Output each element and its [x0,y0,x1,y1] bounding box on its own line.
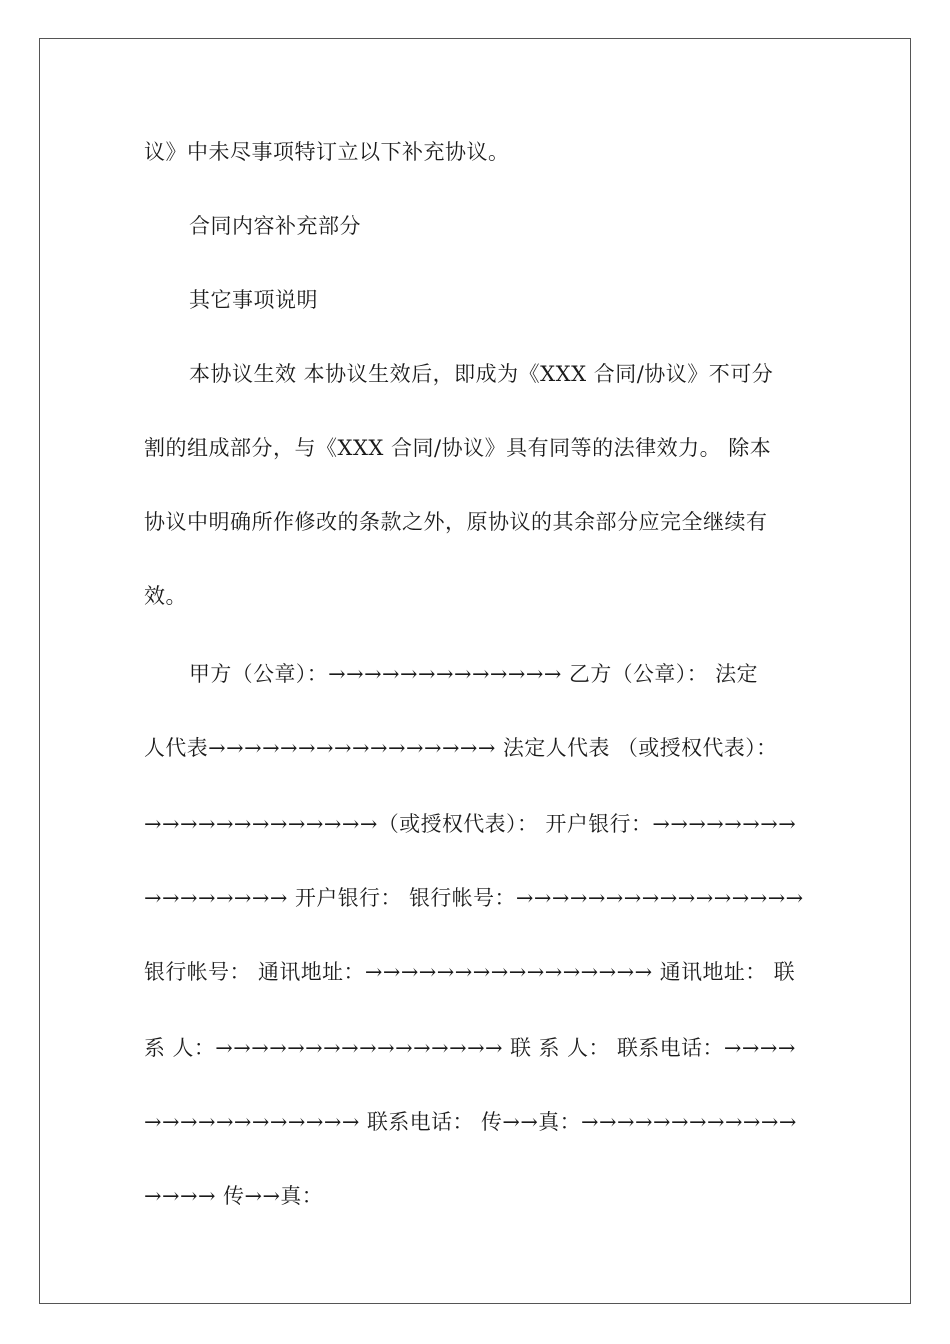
signature-line-bank: →→→→→→→→ 开户银行： 银行帐号：→→→→→→→→→→→→→→→→ [144,886,804,910]
signature-line-phone: →→→→→→→→→→→→ 联系电话： 传→→真：→→→→→→→→→→→→ [144,1110,797,1134]
signature-line-authorized-rep: →→→→→→→→→→→→→（或授权代表）： 开户银行：→→→→→→→→ [144,812,797,836]
paragraph-effectiveness-line-3: 协议中明确所作修改的条款之外，原协议的其余部分应完全继续有 [144,510,768,534]
paragraph-continuation: 议》中未尽事项特订立以下补充协议。 [144,140,510,164]
signature-line-party-a: 甲方（公章）：→→→→→→→→→→→→→ 乙方（公章）： 法定 [189,662,758,686]
section-heading-other-matters: 其它事项说明 [189,288,318,312]
signature-line-contact: 系 人：→→→→→→→→→→→→→→→→ 联 系 人： 联系电话：→→→→ [144,1036,796,1060]
signature-line-legal-rep: 人代表→→→→→→→→→→→→→→→→ 法定人代表 （或授权代表）： [144,736,778,760]
signature-line-fax: →→→→ 传→→真： [144,1184,324,1208]
paragraph-effectiveness-line-2: 割的组成部分，与《XXX 合同/协议》具有同等的法律效力。 除本 [144,436,772,460]
section-heading-contract-supplement: 合同内容补充部分 [189,214,361,238]
signature-line-account: 银行帐号： 通讯地址：→→→→→→→→→→→→→→→→ 通讯地址： 联 [144,960,796,984]
paragraph-effectiveness-line-1: 本协议生效 本协议生效后，即成为《XXX 合同/协议》不可分 [189,362,774,386]
paragraph-effectiveness-line-4: 效。 [144,584,187,608]
